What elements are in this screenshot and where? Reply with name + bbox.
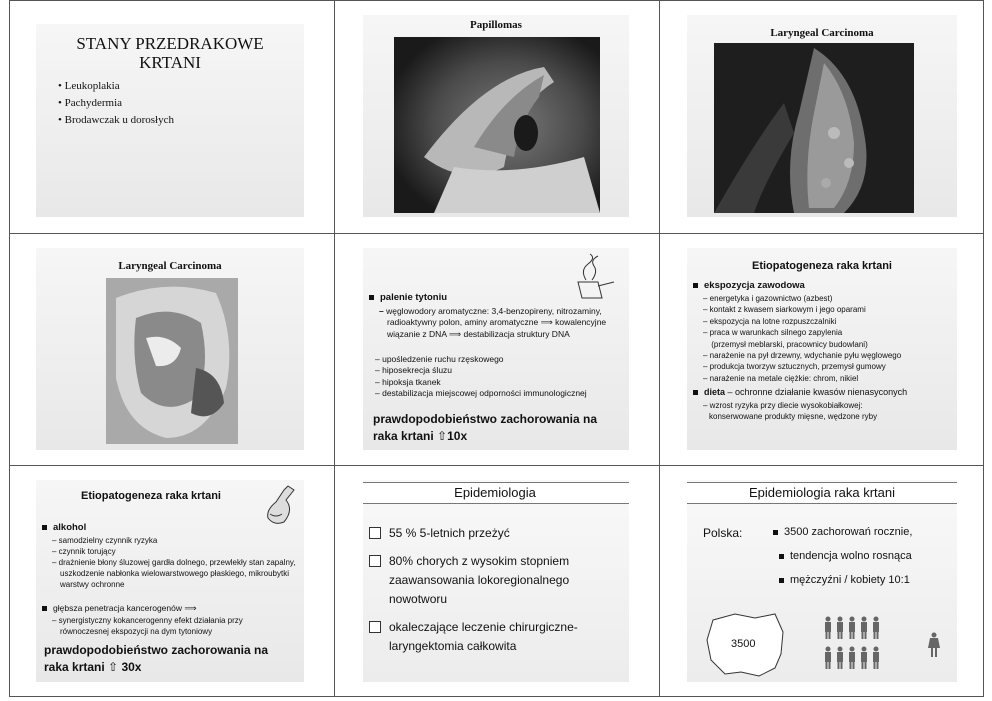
slide-7 [36, 480, 304, 682]
sub-list [375, 354, 625, 399]
list-item: radioaktywny polon, aminy aromatyczne ⟹ kowalencyjne [387, 317, 607, 328]
slide-8 [363, 480, 629, 682]
list-item: – hiposekrecja śluzu [375, 365, 453, 376]
slide-3 [687, 15, 957, 217]
slide-5 [363, 248, 629, 450]
checkbox-icon [369, 555, 381, 567]
slide-title: Etiopatogeneza raka krtani [752, 260, 892, 272]
arrow-icon: ⟹ [448, 328, 462, 339]
list-item: – praca w warunkach silnego zapylenia [703, 328, 843, 338]
list-item: – hipoksja tkanek [375, 376, 441, 387]
sub-list [52, 615, 292, 637]
list-item: – upośledzenie ruchu rzęskowego [375, 354, 504, 364]
up-arrow-icon: ⇧ [437, 429, 448, 443]
divider [10, 233, 983, 234]
checkbox-icon [369, 527, 381, 539]
list-item: – samodzielny czynnik ryzyka [52, 536, 158, 545]
list-item: mężczyźni / kobiety 10:1 [779, 574, 912, 586]
slide-4 [36, 248, 304, 450]
slide-title: Epidemiologia raka krtani [687, 482, 957, 504]
list-item: – produkcja tworzyw sztucznych, przemysł gumowy [703, 362, 886, 372]
list-item: – narażenie na metale ciężkie: chrom, nikiel [703, 373, 859, 383]
list-item: – wzrost ryzyka przy diecie wysokobiałkowej: [703, 401, 863, 410]
slide-2 [363, 15, 629, 217]
smoking-pipe-icon [568, 252, 618, 302]
list-item: – kontakt z kwasem siarkowym i jego oparami [703, 305, 866, 315]
divider [659, 1, 660, 696]
slide-6 [687, 248, 957, 450]
slide-1 [36, 24, 304, 217]
slide-9 [687, 480, 957, 682]
list-item: (przemysł meblarski, pracownicy budowlani) [711, 339, 868, 349]
papilloma-photo [394, 37, 600, 213]
list-item: tendencja wolno rosnąca [779, 550, 912, 562]
list-item: – destabilizacja miejscowej odporności immunologicznej [375, 387, 587, 398]
slide-title: Epidemiologia [363, 482, 629, 504]
list-item: 55 % 5-letnich przeżyć [369, 524, 625, 543]
slide-title: STANY PRZEDRAKOWE KRTANI [76, 34, 264, 72]
list-item: okaleczające leczenie chirurgiczne-laryngektomia całkowita [369, 618, 625, 656]
specimen-photo [106, 278, 238, 444]
list-item: • Leukoplakia [58, 80, 120, 92]
sub-list [379, 306, 627, 340]
bullet-heading: dieta – ochronne działanie kwasów nienasyconych [693, 387, 907, 397]
sub-list [703, 293, 955, 384]
bullet-heading: ekspozycja zawodowa [693, 280, 805, 291]
list-item: wiązanie z DNA ⟹ destabilizacja struktury DNA [387, 328, 570, 339]
list-item: – ekspozycja na lotne rozpuszczalniki [703, 316, 837, 326]
bullet-heading: palenie tytoniu [369, 292, 447, 303]
list-item: • Pachydermia [58, 97, 123, 109]
carcinoma-photo [714, 43, 914, 213]
slide-title: Etiopatogeneza raka krtani [81, 490, 221, 502]
risk-statement: prawdopodobieństwo zachorowania na raka krtani ⇧10x [373, 412, 598, 443]
woman-figure-icon [927, 632, 941, 658]
divider [10, 465, 983, 466]
men-figures-icon [823, 616, 891, 676]
list-item: • Brodawczak u dorosłych [58, 114, 174, 126]
bullet-heading: alkohol [42, 522, 86, 533]
bullet-list [773, 526, 912, 586]
country-label: Polska: [703, 526, 743, 540]
slide-title: Papillomas [470, 19, 522, 31]
bullet-list [58, 78, 174, 129]
list-item: – węglowodory aromatyczne: 3,4-benzopireny, nitrozaminy, [379, 306, 602, 316]
sub-list [52, 535, 296, 590]
list-item: 3500 zachorowań rocznie, [773, 526, 912, 538]
up-arrow-icon: ⇧ [108, 660, 119, 674]
bullet-heading: głębsza penetracja kancerogenów ⟹ [42, 603, 197, 614]
checkbox-icon [369, 621, 381, 633]
arrow-icon: ⟹ [540, 317, 553, 328]
bottle-icon [264, 484, 300, 526]
list-item: – narażenie na pył drzewny, wdychanie pyłu węglowego [703, 351, 902, 361]
list-item: – synergistyczny kokancerogenny efekt działania przy równoczesnej ekspozycji na dym tytoniowy [52, 616, 243, 636]
divider [334, 1, 335, 696]
list-item: – energetyka i gazownictwo (azbest) [703, 294, 833, 303]
slide-title: Laryngeal Carcinoma [770, 27, 874, 39]
slide-title: Laryngeal Carcinoma [118, 260, 222, 272]
list-item: 80% chorych z wysokim stopniem zaawansowania lokoregionalnego nowotworu [369, 552, 625, 609]
sub-list [703, 400, 955, 423]
map-value: 3500 [731, 638, 756, 650]
list-item: konserwowane produkty mięsne, wędzone ryby [709, 412, 878, 422]
list-item: – czynnik torujący [52, 547, 116, 556]
risk-statement: prawdopodobieństwo zachorowania na raka krtani ⇧ 30x [44, 643, 269, 674]
list-item: – drażnienie błony śluzowej gardła dolnego, przewlekły stan zapalny, uszkodzenie nabłonka wielowarstwowego płaskiego, mikroubytki warstwy ochronne [52, 558, 296, 589]
arrow-icon: ⟹ [184, 603, 197, 613]
checkbox-list [369, 524, 625, 656]
